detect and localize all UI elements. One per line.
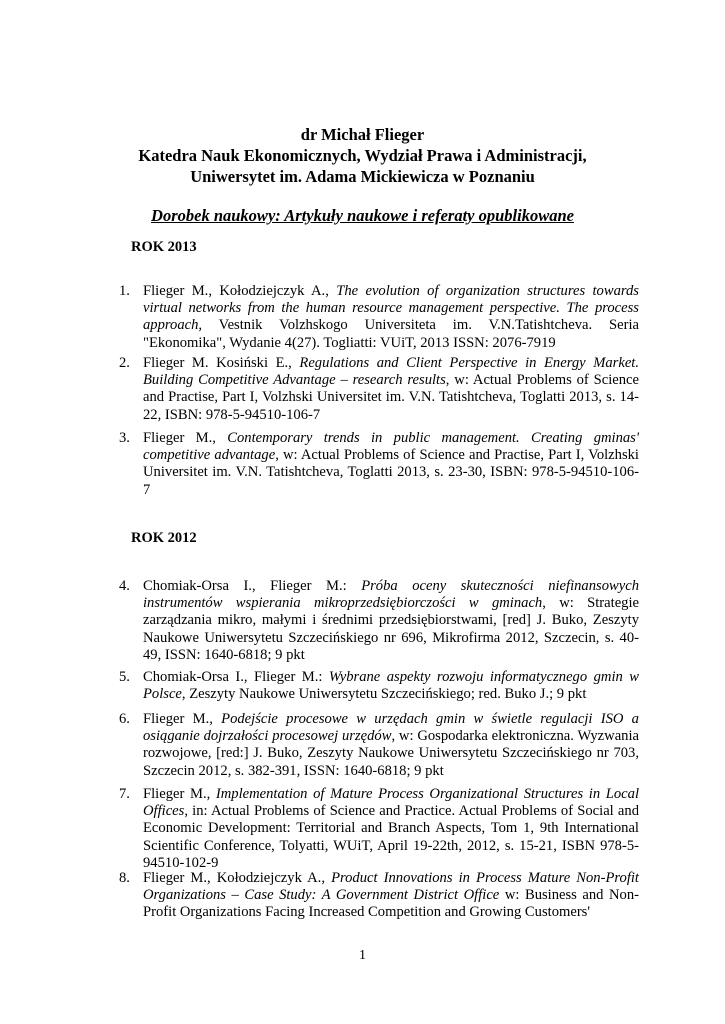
publication-item: [119, 669, 639, 703]
item-details: , Zeszyty Naukowe Uniwersytetu Szczecińskiego; red. Buko J.; 9 pkt: [181, 686, 587, 703]
item-authors: Chomiak-Orsa I., Flieger M.:: [143, 578, 362, 594]
item-authors: Flieger M.,: [143, 430, 228, 446]
item-title: Wybrane aspekty rozwoju informatycznego gmin w Polsce: [143, 669, 639, 703]
item-authors: Flieger M.,: [143, 786, 216, 802]
university: Uniwersytet im. Adama Mickiewicza w Poznaniu: [190, 167, 535, 186]
department: Katedra Nauk Ekonomicznych, Wydział Prawa i Administracji,: [138, 146, 587, 165]
item-details: , w: Actual Problems of Science and Practise, Part I, Volzhski Universitet im. V.N. Tatishtcheva, Toglatti 2013, s. 14-22, ISBN: 978-5-94510-106-7: [143, 372, 640, 423]
publication-item: [119, 430, 639, 499]
item-number: 8.: [119, 870, 130, 886]
item-title: The evolution of organization structures towards virtual networks from the human resource management perspective. The process approach,: [143, 283, 639, 334]
item-number: 6.: [119, 711, 130, 727]
item-authors: Flieger M., Kołodziejczyk A.,: [143, 870, 332, 886]
publication-item: [119, 355, 640, 424]
item-authors: Flieger M., Kołodziejczyk A.,: [143, 283, 337, 299]
item-number: 1.: [119, 283, 130, 299]
publication-item: [119, 870, 640, 922]
publication-item: [119, 711, 640, 780]
item-title: Próba oceny skuteczności niefinansowych instrumentów wspierania mikroprzedsiębiorczości w gminach: [143, 578, 639, 612]
year-heading-2013: ROK 2013: [131, 239, 197, 255]
item-number: 5.: [119, 669, 130, 685]
year-heading-2012: ROK 2012: [131, 530, 197, 546]
item-authors: Chomiak-Orsa I., Flieger M.:: [143, 669, 329, 685]
item-number: 3.: [119, 430, 130, 446]
item-title: Podejście procesowe w urzędach gmin w świetle regulacji ISO a osiąganie dojrzałości procesowej urzędów: [143, 711, 639, 745]
document-header: [0, 124, 725, 187]
item-number: 4.: [119, 578, 130, 594]
item-authors: Flieger M.,: [143, 711, 222, 727]
item-details: Vestnik Volzhskogo Universiteta im. V.N.Tatishtcheva. Seria "Ekonomika", Wydanie 4(27). Togliatti: VUiT, 2013 ISSN: 2076-7919: [143, 317, 639, 351]
item-details: w: Business and Non-Profit Organizations Facing Increased Competition and Growing Customers': [143, 887, 640, 921]
item-details: , w: Strategie zarządzania mikro, małymi i średnimi przedsiębiorstwami, [red] J. Buko, Zeszyty Naukowe Uniwersytetu Szczecińskiego nr 696, Mikrofirma 2012, Szczecin, s. 40-49, ISSN: 1640-6818; 9 pkt: [143, 595, 639, 663]
publication-item: [119, 283, 639, 352]
item-title: Contemporary trends in public management. Creating gminas' competitive advantage: [143, 430, 639, 464]
publication-item: [119, 578, 639, 664]
document-subtitle: Dorobek naukowy: Artykuły naukowe i referaty opublikowane: [151, 206, 574, 225]
item-authors: Flieger M. Kosiński E.,: [143, 355, 300, 371]
item-number: 2.: [119, 355, 130, 371]
author-name: dr Michał Flieger: [300, 125, 425, 144]
item-details: , w: Gospodarka elektroniczna. Wyzwania rozwojowe, [red:] J. Buko, Zeszyty Naukowe Uniwersytetu Szczecińskiego nr 703, Szczecin 2012, s. 382-391, ISSN: 1640-6818; 9 pkt: [143, 728, 640, 779]
item-title: Regulations and Client Perspective in Energy Market. Building Competitive Advantage – research results: [143, 355, 639, 389]
item-details: , w: Actual Problems of Science and Practise, Part I, Volzhski Universitet im. V.N. Tatishtcheva, Toglatti 2013, s. 23-30, ISBN: 978-5-94510-106-7: [143, 447, 639, 498]
item-details: , in: Actual Problems of Science and Practice. Actual Problems of Social and Economic Development: Territorial and Branch Aspects, Tom 1, 9th International Scientific Conference, Tolyatti, WUiT, April 19-22th, 2012, s. 15-21, ISBN 978-5-94510-102-9: [143, 803, 639, 871]
item-title: Product Innovations in Process Mature Non-Profit Organizations – Case Study: A Government District Office: [143, 870, 639, 904]
page-number: 1: [359, 948, 366, 963]
publication-item: [119, 786, 639, 872]
item-number: 7.: [119, 786, 130, 802]
item-title: Implementation of Mature Process Organizational Structures in Local Offices: [143, 786, 639, 820]
